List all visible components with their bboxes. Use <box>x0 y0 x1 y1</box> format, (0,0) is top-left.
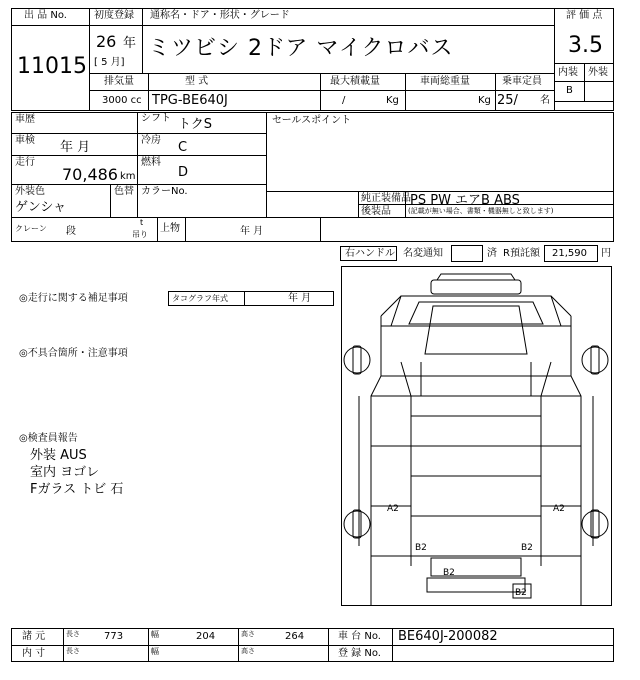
shift-label: シフト <box>141 113 171 124</box>
length-label: 長さ <box>66 630 80 638</box>
interior-height-label: 高さ <box>241 647 255 655</box>
report-line-1: 外装 AUS <box>30 448 87 463</box>
interior-dims-label: 内 寸 <box>22 648 46 659</box>
tachograph-label: タコグラフ年式 <box>172 294 228 303</box>
lot-no-label: 出 品 No. <box>24 10 67 21</box>
registration-year: 26 <box>96 32 117 51</box>
crane-hoist-label: 吊り <box>132 230 148 239</box>
interior-grade: B <box>566 85 573 96</box>
mileage-label: 走行 <box>15 157 35 168</box>
damage-mark-a2-right: A2 <box>553 504 565 514</box>
recycle-fee-value: 21,590 <box>552 248 587 259</box>
inspection-value: 年 月 <box>60 140 91 155</box>
exterior-color-value: ゲンシャ <box>15 200 67 215</box>
width-value: 204 <box>196 631 216 642</box>
aftermarket-label: 後装品 <box>361 206 391 217</box>
crane-stage-label: 段 <box>66 226 76 237</box>
exterior-label: 外装 <box>588 67 608 78</box>
width-label: 幅 <box>151 630 159 639</box>
damage-mark-b2-left: B2 <box>415 543 427 553</box>
chassis-no-label: 車 台 No. <box>338 631 381 642</box>
sales-point-label: セールスポイント <box>272 115 352 126</box>
name-change-box <box>451 245 483 262</box>
length-value: 773 <box>104 631 124 642</box>
year-unit: 年 <box>123 36 137 51</box>
gross-weight-unit: Kg <box>478 95 491 106</box>
registration-month: [ 5 月] <box>94 57 125 68</box>
recycle-done-label: 済 <box>487 248 497 259</box>
interior-length-label: 長さ <box>66 647 80 655</box>
height-label: 高さ <box>241 630 255 638</box>
interior-width-label: 幅 <box>151 647 159 656</box>
displacement-value: 3000 cc <box>102 95 142 106</box>
damage-mark-b2-rear: B2 <box>443 568 455 578</box>
bus-outline <box>344 274 608 606</box>
recycle-fee-label: R預託額 <box>503 248 540 259</box>
report-line-2: 室内 ヨゴレ <box>30 465 100 480</box>
damage-mark-b2-right: B2 <box>521 543 533 553</box>
shift-value: トクS <box>178 117 212 132</box>
lot-number: 11015 <box>17 54 87 79</box>
mileage-unit: km <box>120 171 136 182</box>
equipment-value: PS PW エアB ABS <box>410 193 520 208</box>
damage-mark-b2-bumper: B2 <box>515 588 527 598</box>
model-type-label: 型 式 <box>185 76 209 87</box>
report-line-3: Fガラス トビ 石 <box>30 482 124 497</box>
recycle-fee-unit: 円 <box>601 248 611 259</box>
upper-body-label: 上物 <box>160 223 180 234</box>
gross-weight-label: 車両総重量 <box>420 76 470 87</box>
steering-value: 右ハンドル <box>345 248 395 259</box>
displacement-label: 排気量 <box>104 76 134 87</box>
model-name-label: 通称名・ドア・形状・グレード <box>150 10 290 21</box>
tachograph-value: 年 月 <box>288 293 312 304</box>
first-registration-label: 初度登録 <box>94 10 134 21</box>
max-load-unit: Kg <box>386 95 399 106</box>
chassis-no-value: BE640J-200082 <box>398 629 498 644</box>
score-value: 3.5 <box>568 33 603 58</box>
capacity-value: 25/ <box>497 93 518 108</box>
aftermarket-note: (記載が無い場合、書類・機器無しと致します) <box>408 207 554 215</box>
color-change-label: 色替 <box>114 186 134 197</box>
height-value: 264 <box>285 631 305 642</box>
driving-notes-label: ◎走行に関する補足事項 <box>19 293 128 304</box>
model-type-value: TPG-BE640J <box>152 93 228 108</box>
crane-label: クレーン <box>15 224 47 233</box>
fuel-label: 燃料 <box>141 157 161 168</box>
registration-no-label: 登 録 No. <box>338 648 381 659</box>
upper-body-date: 年 月 <box>240 226 264 237</box>
ac-value: C <box>178 140 188 155</box>
color-code-label: カラーNo. <box>141 186 188 197</box>
interior-label: 内装 <box>558 67 578 78</box>
equipment-label: 純正装備品 <box>361 193 411 204</box>
dims-label: 諸 元 <box>22 631 46 642</box>
capacity-unit: 名 <box>540 95 550 106</box>
vehicle-damage-diagram <box>341 266 612 606</box>
history-label: 車歴 <box>15 114 35 125</box>
fuel-value: D <box>178 165 189 180</box>
damage-mark-a2-left: A2 <box>387 504 399 514</box>
inspector-report-label: ◎検査員報告 <box>19 433 78 444</box>
ac-label: 冷房 <box>141 135 161 146</box>
car-name: ミツビシ 2ドア マイクロバス <box>148 36 454 61</box>
max-load-label: 最大積載量 <box>330 76 380 87</box>
defects-label: ◎不具合箇所・注意事項 <box>19 348 128 359</box>
name-change-label: 名変通知 <box>403 248 443 259</box>
max-load-value: / <box>342 95 346 106</box>
capacity-label: 乗車定員 <box>502 76 542 87</box>
score-label: 評 価 点 <box>566 10 603 21</box>
inspection-label: 車検 <box>15 135 35 146</box>
crane-ton-label: t <box>140 218 144 227</box>
mileage-value: 70,486 <box>62 165 118 184</box>
exterior-color-label: 外装色 <box>15 186 45 197</box>
